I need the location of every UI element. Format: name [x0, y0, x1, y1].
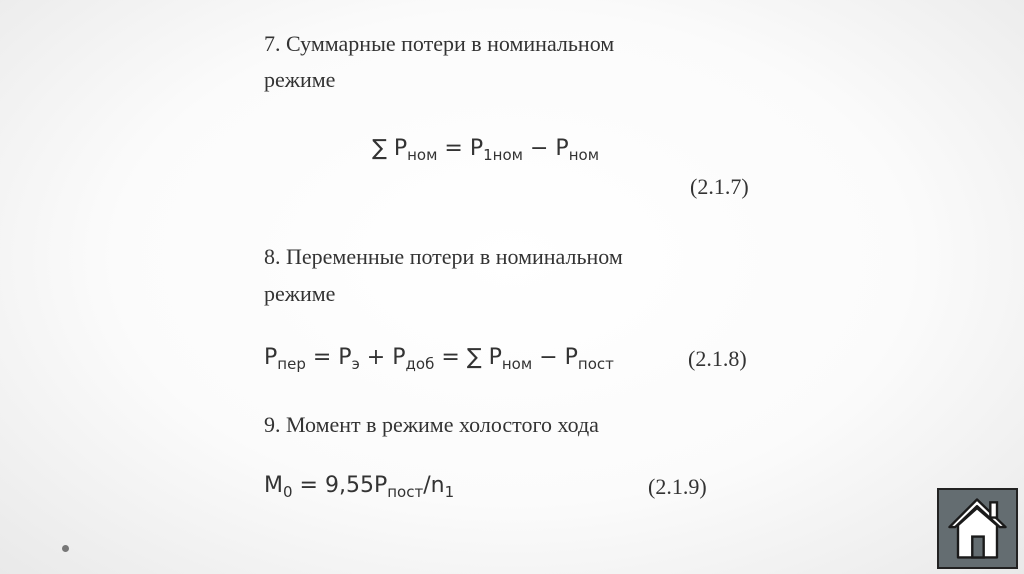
item-7-heading-line2: режиме — [264, 67, 336, 92]
equation-number-2-1-9: (2.1.9) — [648, 474, 707, 499]
home-icon — [939, 490, 1016, 567]
item-9-heading: 9. Момент в режиме холостого хода — [264, 412, 599, 437]
item-7-heading-line1: 7. Суммарные потери в номинальном — [264, 31, 615, 56]
equation-number-2-1-7: (2.1.7) — [690, 174, 749, 199]
formula-2-1-8: $P_{пер} = P_э + P_{доб}$ = ∑ $P_{ном} - P_{пост}$ — [264, 345, 614, 373]
equation-number-2-1-8: (2.1.8) — [688, 346, 747, 371]
home-button[interactable] — [937, 488, 1018, 569]
item-8-heading-line2: режиме — [264, 281, 336, 306]
item-8-heading-line1: 8. Переменные потери в номинальном — [264, 244, 623, 269]
formula-2-1-7: ∑ $P_{ном} = P_{1ном} - P_{ном}$ — [372, 136, 600, 164]
formula-2-1-9: $M_0 = 9,55P_{пост}/n_1$ — [264, 473, 455, 501]
bullet-dot-icon — [62, 545, 69, 552]
